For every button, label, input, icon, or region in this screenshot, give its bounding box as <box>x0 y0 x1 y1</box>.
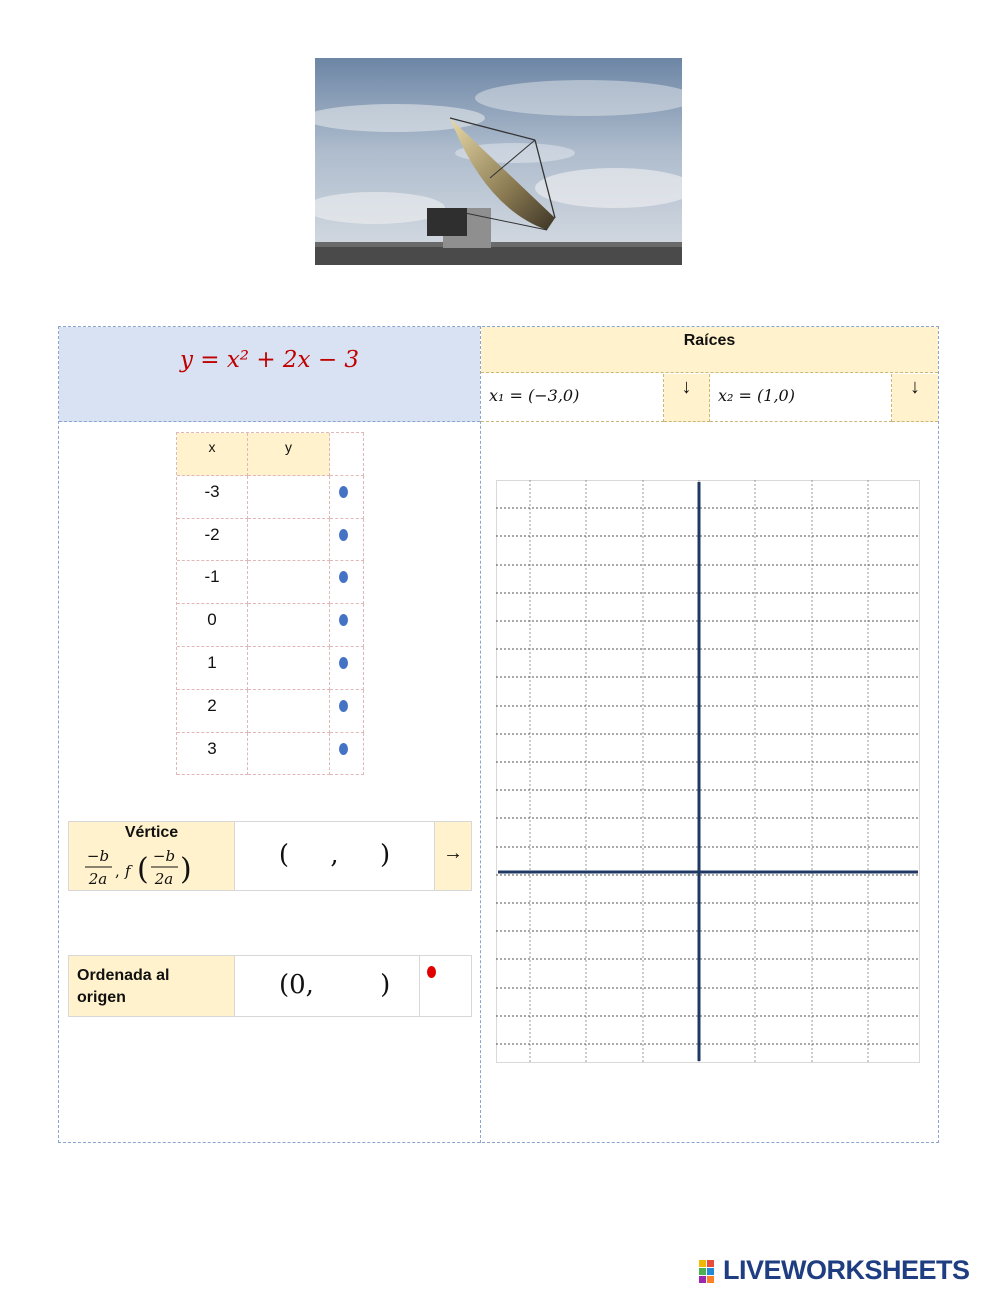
table-y-input[interactable] <box>248 733 330 775</box>
table-dot-cell[interactable] <box>330 561 364 604</box>
table-dot-cell[interactable] <box>330 733 364 775</box>
vertex-input[interactable]: ( , ) <box>235 821 434 891</box>
root-x2-text: x₂ = (1,0) <box>718 386 795 405</box>
svg-text:,: , <box>115 862 120 880</box>
root-x1-text: x₁ = (−3,0) <box>489 386 580 405</box>
table-dot-cell[interactable] <box>330 476 364 519</box>
table-x-cell: -3 <box>177 476 248 519</box>
root-x1-arrow-button[interactable] <box>664 374 710 422</box>
equation-panel <box>59 327 480 422</box>
root-x2 <box>710 374 892 422</box>
arrow-down-icon: ↓ <box>681 376 692 398</box>
blue-dot-icon[interactable] <box>339 700 348 712</box>
vertex-arrow-button[interactable] <box>434 821 472 891</box>
roots-title: Raíces <box>683 332 736 349</box>
blue-dot-icon[interactable] <box>339 486 348 498</box>
graph-grid[interactable] <box>496 480 920 1063</box>
table-x-cell: 0 <box>177 604 248 647</box>
table-header-y: y <box>248 433 330 476</box>
svg-text:2a: 2a <box>88 870 108 888</box>
svg-text:−b: −b <box>86 847 110 865</box>
table-x-cell: -1 <box>177 561 248 604</box>
vertex-label: Vértice <box>124 824 179 841</box>
ordenada-label-cell <box>68 955 235 1017</box>
root-x1 <box>481 374 664 422</box>
blue-dot-icon[interactable] <box>339 614 348 626</box>
blue-dot-icon[interactable] <box>339 571 348 583</box>
table-y-input[interactable] <box>248 561 330 604</box>
ordenada-dot-cell[interactable] <box>419 955 472 1017</box>
ordenada-input[interactable]: (0, ) <box>235 955 419 1017</box>
table-x-cell: -2 <box>177 519 248 561</box>
blue-dot-icon[interactable] <box>339 657 348 669</box>
blue-dot-icon[interactable] <box>339 529 348 541</box>
roots-header <box>481 327 938 373</box>
table-dot-cell[interactable] <box>330 604 364 647</box>
vertex-formula <box>79 846 239 890</box>
ordenada-label-line2: origen <box>77 989 126 1006</box>
svg-text:−b: −b <box>152 847 176 865</box>
table-x-cell: 2 <box>177 690 248 733</box>
satellite-dish-photo <box>315 58 682 265</box>
table-dot-cell[interactable] <box>330 647 364 690</box>
table-x-cell: 1 <box>177 647 248 690</box>
column-divider <box>480 326 481 1143</box>
root-x2-arrow-button[interactable] <box>892 374 938 422</box>
table-header-x: x <box>177 433 248 476</box>
grid-svg[interactable] <box>496 480 920 1063</box>
table-y-input[interactable] <box>248 647 330 690</box>
blue-dot-icon[interactable] <box>339 743 348 755</box>
table-dot-cell[interactable] <box>330 690 364 733</box>
svg-text:): ) <box>180 852 192 887</box>
table-y-input[interactable] <box>248 519 330 561</box>
red-dot-icon[interactable] <box>427 966 436 978</box>
vertex-label-cell <box>68 821 235 891</box>
table-y-input[interactable] <box>248 476 330 519</box>
values-table <box>176 432 364 775</box>
table-header-blank <box>330 433 364 476</box>
table-y-input[interactable] <box>248 690 330 733</box>
equation: y = x² + 2x − 3 <box>179 347 360 373</box>
table-y-input[interactable] <box>248 604 330 647</box>
arrow-right-icon: → <box>443 842 463 864</box>
liveworksheets-logo <box>697 1255 997 1287</box>
table-x-cell: 3 <box>177 733 248 775</box>
table-dot-cell[interactable] <box>330 519 364 561</box>
svg-text:2a: 2a <box>154 870 174 888</box>
grid-border <box>497 481 920 1063</box>
svg-text:(: ( <box>137 852 149 887</box>
logo-text: LIVEWORKSHEETS <box>723 1255 970 1285</box>
arrow-down-icon: ↓ <box>910 376 920 398</box>
svg-text:f: f <box>125 862 131 880</box>
ordenada-label-line1: Ordenada al <box>77 967 170 984</box>
